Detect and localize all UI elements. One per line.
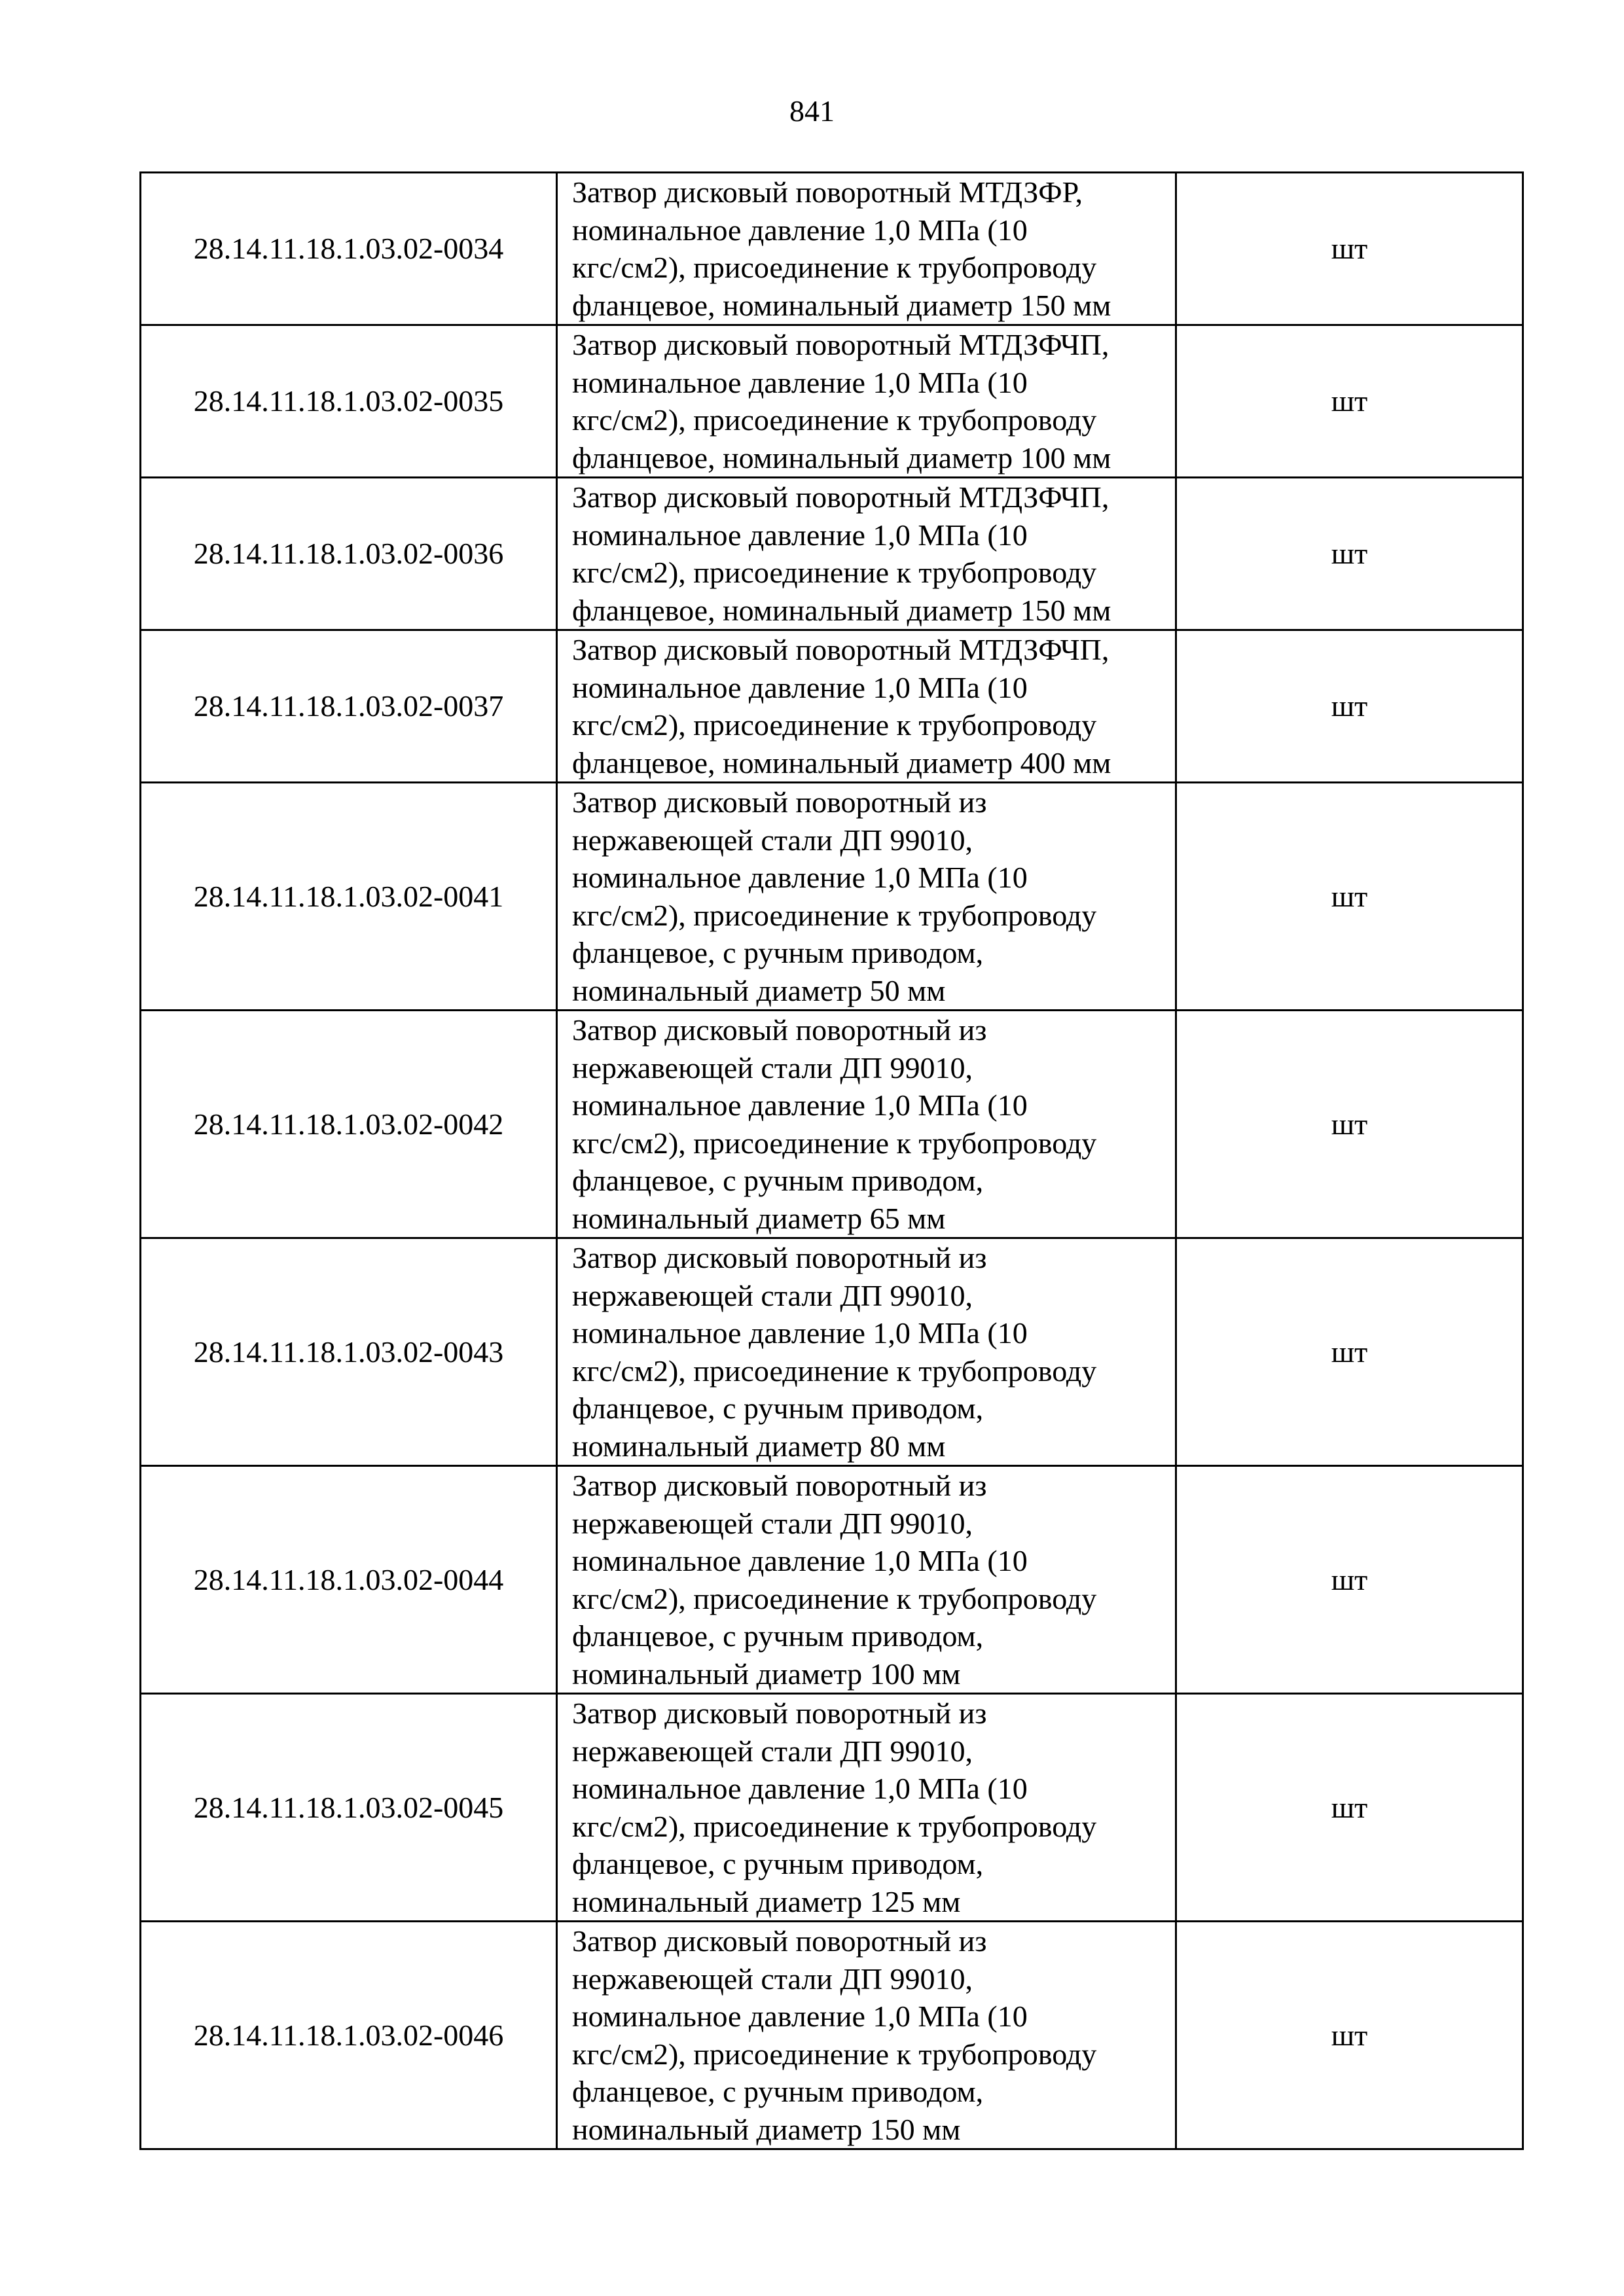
page-number: 841 (789, 94, 835, 128)
resource-table (139, 171, 1524, 2150)
resource-unit: шт (1176, 1238, 1523, 1466)
resource-name-line: Затвор дисковый поворотный из (572, 1013, 987, 1047)
resource-code: 28.14.11.18.1.03.02-0043 (141, 1238, 557, 1466)
resource-code: 28.14.11.18.1.03.02-0034 (141, 173, 557, 325)
resource-name-line: Затвор дисковый поворотный из (572, 1469, 987, 1502)
resource-code: 28.14.11.18.1.03.02-0041 (141, 783, 557, 1011)
resource-name-line: номинальное давление 1,0 МПа (10 (572, 1088, 1028, 1122)
resource-name-line: номинальный диаметр 150 мм (572, 2112, 961, 2146)
resource-name-line: кгс/см2), присоединение к трубопроводу (572, 2037, 1097, 2071)
resource-name-line: кгс/см2), присоединение к трубопроводу (572, 1809, 1097, 1843)
resource-name-line: кгс/см2), присоединение к трубопроводу (572, 403, 1097, 437)
table-row (141, 1466, 1523, 1694)
resource-name (557, 325, 1176, 478)
resource-name-line: номинальное давление 1,0 МПа (10 (572, 1316, 1028, 1350)
resource-unit: шт (1176, 1011, 1523, 1238)
resource-name-line: фланцевое, с ручным приводом, (572, 1391, 984, 1425)
table-row (141, 1694, 1523, 1922)
resource-name-line: фланцевое, номинальный диаметр 400 мм (572, 745, 1111, 780)
resource-name-line: номинальный диаметр 80 мм (572, 1429, 946, 1463)
resource-name-line: фланцевое, с ручным приводом, (572, 936, 984, 969)
table-row (141, 173, 1523, 325)
table-row (141, 325, 1523, 478)
resource-unit: шт (1176, 1694, 1523, 1922)
resource-name (557, 1694, 1176, 1922)
resource-name (557, 1922, 1176, 2149)
resource-name-line: фланцевое, с ручным приводом, (572, 2075, 984, 2108)
table-row (141, 478, 1523, 630)
resource-name-line: Затвор дисковый поворотный из (572, 1924, 987, 1958)
resource-name-line: номинальное давление 1,0 МПа (10 (572, 1544, 1028, 1577)
resource-unit: шт (1176, 1466, 1523, 1694)
resource-name-line: фланцевое, с ручным приводом, (572, 1164, 984, 1197)
resource-unit: шт (1176, 478, 1523, 630)
resource-name-line: номинальное давление 1,0 МПа (10 (572, 1772, 1028, 1805)
resource-name-line: нержавеющей стали ДП 99010, (572, 1278, 973, 1312)
resource-unit: шт (1176, 1922, 1523, 2149)
resource-code: 28.14.11.18.1.03.02-0035 (141, 325, 557, 478)
resource-unit: шт (1176, 783, 1523, 1011)
resource-name-line: номинальный диаметр 125 мм (572, 1884, 961, 1918)
resource-name-line: фланцевое, номинальный диаметр 150 мм (572, 593, 1111, 627)
resource-name (557, 1238, 1176, 1466)
resource-name (557, 630, 1176, 783)
resource-code: 28.14.11.18.1.03.02-0042 (141, 1011, 557, 1238)
resource-name (557, 1466, 1176, 1694)
resource-name-line: номинальный диаметр 100 мм (572, 1657, 961, 1691)
resource-name-line: кгс/см2), присоединение к трубопроводу (572, 708, 1097, 742)
resource-name-line: нержавеющей стали ДП 99010, (572, 823, 973, 857)
resource-name-line: фланцевое, номинальный диаметр 100 мм (572, 440, 1111, 475)
resource-name-line: номинальное давление 1,0 МПа (10 (572, 861, 1028, 894)
table-row (141, 783, 1523, 1011)
resource-name-line: Затвор дисковый поворотный из (572, 1696, 987, 1730)
resource-name-line: нержавеющей стали ДП 99010, (572, 1050, 973, 1085)
resource-name-line: номинальное давление 1,0 МПа (10 (572, 213, 1028, 247)
resource-code: 28.14.11.18.1.03.02-0037 (141, 630, 557, 783)
resource-name-line: Затвор дисковый поворотный МТДЗФЧП, (572, 328, 1110, 361)
resource-name-line: номинальный диаметр 65 мм (572, 1201, 946, 1235)
resource-name-line: кгс/см2), присоединение к трубопроводу (572, 898, 1097, 932)
resource-name-line: номинальное давление 1,0 МПа (10 (572, 2000, 1028, 2033)
resource-name (557, 783, 1176, 1011)
resource-name-line: фланцевое, с ручным приводом, (572, 1619, 984, 1653)
resource-name-line: номинальный диаметр 50 мм (572, 973, 946, 1007)
resource-name-line: кгс/см2), присоединение к трубопроводу (572, 1354, 1097, 1388)
resource-name-line: фланцевое, номинальный диаметр 150 мм (572, 288, 1111, 322)
table-row (141, 1238, 1523, 1466)
resource-name-line: нержавеющей стали ДП 99010, (572, 1506, 973, 1540)
resource-unit: шт (1176, 173, 1523, 325)
resource-unit: шт (1176, 325, 1523, 478)
resource-name-line: нержавеющей стали ДП 99010, (572, 1734, 973, 1768)
table-row (141, 1922, 1523, 2149)
resource-name-line: нержавеющей стали ДП 99010, (572, 1962, 973, 1996)
resource-name-line: Затвор дисковый поворотный МТДЗФЧП, (572, 633, 1110, 666)
resource-code: 28.14.11.18.1.03.02-0045 (141, 1694, 557, 1922)
resource-code: 28.14.11.18.1.03.02-0044 (141, 1466, 557, 1694)
resource-name-line: Затвор дисковый поворотный МТДЗФЧП, (572, 480, 1110, 514)
resource-name-line: кгс/см2), присоединение к трубопроводу (572, 1126, 1097, 1160)
resource-name-line: Затвор дисковый поворотный из (572, 785, 987, 819)
table-row (141, 1011, 1523, 1238)
resource-name-line: номинальное давление 1,0 МПа (10 (572, 518, 1028, 552)
resource-name-line: Затвор дисковый поворотный из (572, 1241, 987, 1274)
resource-name-line: кгс/см2), присоединение к трубопроводу (572, 1581, 1097, 1615)
resource-name-line: номинальное давление 1,0 МПа (10 (572, 670, 1028, 704)
resource-name-line: Затвор дисковый поворотный МТДЗФР, (572, 175, 1083, 209)
resource-name-line: кгс/см2), присоединение к трубопроводу (572, 556, 1097, 589)
resource-name (557, 478, 1176, 630)
resource-name-line: кгс/см2), присоединение к трубопроводу (572, 251, 1097, 284)
resource-name-line: фланцевое, с ручным приводом, (572, 1847, 984, 1880)
resource-name (557, 173, 1176, 325)
resource-unit: шт (1176, 630, 1523, 783)
resource-name-line: номинальное давление 1,0 МПа (10 (572, 365, 1028, 399)
resource-code: 28.14.11.18.1.03.02-0036 (141, 478, 557, 630)
table-row (141, 630, 1523, 783)
resource-name (557, 1011, 1176, 1238)
resource-code: 28.14.11.18.1.03.02-0046 (141, 1922, 557, 2149)
